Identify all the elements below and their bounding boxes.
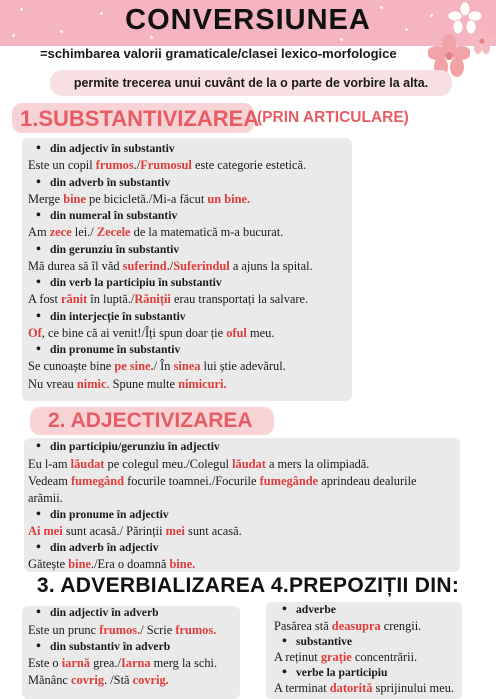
highlight-word: Zecele [96, 225, 131, 239]
bullet-heading: • din participiu/gerunziu în adjectiv [50, 440, 220, 453]
bullet-heading: • substantive [296, 635, 352, 648]
example-text: a mers la olimpiadă. [265, 457, 370, 471]
example-text: / În [153, 359, 174, 373]
example-text: focurile toamnei./Focurile [124, 474, 260, 488]
highlight-word: deasupra [331, 619, 381, 633]
example-line [28, 292, 308, 307]
example-line [28, 557, 195, 572]
example-text: A terminat [274, 681, 330, 695]
example-text: Mănânc [28, 673, 72, 687]
highlight-word: rănit [61, 292, 88, 306]
example-text: Merge [28, 191, 64, 206]
section-note: (PRIN ARTICULARE) [257, 109, 409, 126]
example-text: Eu l-am [28, 457, 71, 471]
example-line [28, 225, 283, 240]
definition: =schimbarea valorii gramaticale/clasei lexico-morfologice [40, 46, 397, 61]
example-line [28, 673, 169, 688]
highlight-word: oful [226, 325, 247, 340]
example-text: Pasărea stă [274, 619, 332, 633]
highlight-word: Răniții [134, 292, 171, 306]
highlight-word: nimicuri. [178, 377, 227, 391]
example-line [28, 524, 242, 539]
bullet-heading: • din adjectiv în adverb [50, 606, 159, 619]
highlight-word: Iarna [120, 656, 151, 670]
bullet-heading: • din adverb în adjectiv [50, 541, 159, 554]
bullet-heading: • din adjectiv în substantiv [50, 142, 175, 155]
highlight-word: frumos [95, 158, 134, 172]
bullet-heading: • din pronume în adjectiv [50, 508, 169, 521]
example-text: sprijinului meu. [372, 681, 454, 695]
example-line [28, 259, 313, 274]
highlight-word: Of [28, 325, 42, 340]
example-text: merg la schi. [150, 656, 218, 670]
example-text: Este o [28, 656, 62, 670]
highlight-word: frumos. [99, 623, 141, 637]
example-text: erau transportați la salvare. [170, 292, 309, 306]
example-text: de la matematică m-a bucurat. [130, 225, 284, 239]
bullet-heading: • din substantiv în adverb [50, 640, 170, 653]
highlight-word: Ai mei [28, 524, 63, 538]
example-line [28, 326, 274, 341]
example-text: crengii. [380, 619, 422, 633]
bullet-heading: • din numeral în substantiv [50, 209, 177, 222]
bullet-heading: • adverbe [296, 603, 336, 616]
highlight-word: zece [49, 225, 72, 239]
example-text: . Spune multe [106, 377, 179, 391]
section-title-substantivizare: 1.SUBSTANTIVIZAREA [20, 106, 260, 131]
highlight-word: un bine. [207, 191, 251, 206]
example-line [274, 650, 417, 665]
highlight-word: fumegânde [259, 474, 319, 488]
highlight-word: bine [63, 191, 86, 206]
highlight-word: nimic [76, 377, 107, 391]
example-line [28, 474, 417, 489]
example-text: / Scrie [140, 623, 176, 637]
highlight-word: Frumosul [140, 158, 192, 172]
example-text: sunt acasă. [184, 524, 242, 538]
highlight-word: bine. [169, 557, 196, 571]
example-line [28, 377, 227, 392]
example-text: grea./ [89, 656, 121, 670]
section-title-adverbializare-prepozitii: 3. ADVERBIALIZAREA 4.PREPOZIȚII DIN: [36, 574, 460, 597]
highlight-word: mei [165, 524, 185, 538]
example-text: lei./ [71, 225, 97, 239]
flower-icon [470, 28, 494, 54]
example-text: A reținut [274, 650, 321, 664]
highlight-word: covrig [71, 673, 105, 687]
highlight-word: suferind. [122, 258, 170, 273]
example-line [28, 359, 286, 374]
example-text: Am [28, 225, 50, 239]
example-text: ./ [133, 158, 141, 172]
example-line [28, 656, 217, 671]
bullet-heading: • din interjecție în substantiv [50, 310, 186, 323]
highlight-word: Suferindul [173, 258, 230, 273]
subtitle: permite trecerea unui cuvânt de la o parte de vorbire la alta. [73, 76, 429, 90]
example-text: ./Era o doamnă [91, 557, 170, 571]
highlight-word: sinea [173, 359, 201, 373]
example-text: aprindeau dealurile [318, 474, 417, 488]
highlight-word: datorită [329, 681, 373, 695]
bullet-heading: • din adverb în substantiv [50, 176, 170, 189]
example-text: Nu vreau [28, 377, 77, 391]
example-text: / [169, 258, 174, 273]
example-text: este categorie estetică. [191, 158, 307, 172]
example-text: a ajuns la spital. [229, 258, 313, 273]
example-line [28, 457, 369, 472]
section-title-adjectivizare: 2. ADJECTIVIZAREA [48, 409, 253, 432]
example-text: Este un copil [28, 158, 96, 172]
example-text: , ce bine că ai venit!/Îți spun doar ție [41, 325, 227, 340]
highlight-word: lăudat [70, 457, 105, 471]
example-line [28, 623, 216, 638]
example-line [274, 619, 421, 634]
page-title: CONVERSIUNEA [125, 4, 371, 36]
example-line [28, 192, 250, 207]
highlight-word: pe sine. [114, 359, 154, 373]
example-text: Gătește [28, 557, 69, 571]
example-text: Este un prunc [28, 623, 100, 637]
example-text: lui știe adevărul. [200, 359, 286, 373]
example-text: meu. [246, 325, 275, 340]
highlight-word: bine [68, 557, 91, 571]
example-text: sunt acasă./ Părinții [62, 524, 166, 538]
example-text: concentrării. [351, 650, 418, 664]
example-text: pe bicicletă./Mi-a făcut [85, 191, 208, 206]
example-line [274, 681, 454, 696]
highlight-word: covrig. [132, 673, 169, 687]
highlight-word: frumos. [175, 623, 217, 637]
example-text: A fost [28, 292, 62, 306]
bullet-heading: • din pronume în substantiv [50, 343, 180, 356]
example-text: Vedeam [28, 474, 72, 488]
highlight-word: grație [320, 650, 352, 664]
bullet-heading: • din gerunziu în substantiv [50, 243, 179, 256]
highlight-word: lăudat [232, 457, 266, 471]
highlight-word: iarnă [61, 656, 90, 670]
bullet-heading: • din verb la participiu în substantiv [50, 276, 222, 289]
example-text: Se cunoaște bine [28, 359, 115, 373]
example-line: arămii. [28, 491, 63, 505]
example-text: pe colegul meu./Colegul [104, 457, 233, 471]
example-text: Mă durea să îl văd [28, 258, 123, 273]
highlight-word: fumegând [71, 474, 125, 488]
example-text: în luptă./ [87, 292, 135, 306]
example-line [28, 158, 306, 173]
example-text: . /Stă [104, 673, 133, 687]
bullet-heading: • verbe la participiu [296, 666, 387, 679]
